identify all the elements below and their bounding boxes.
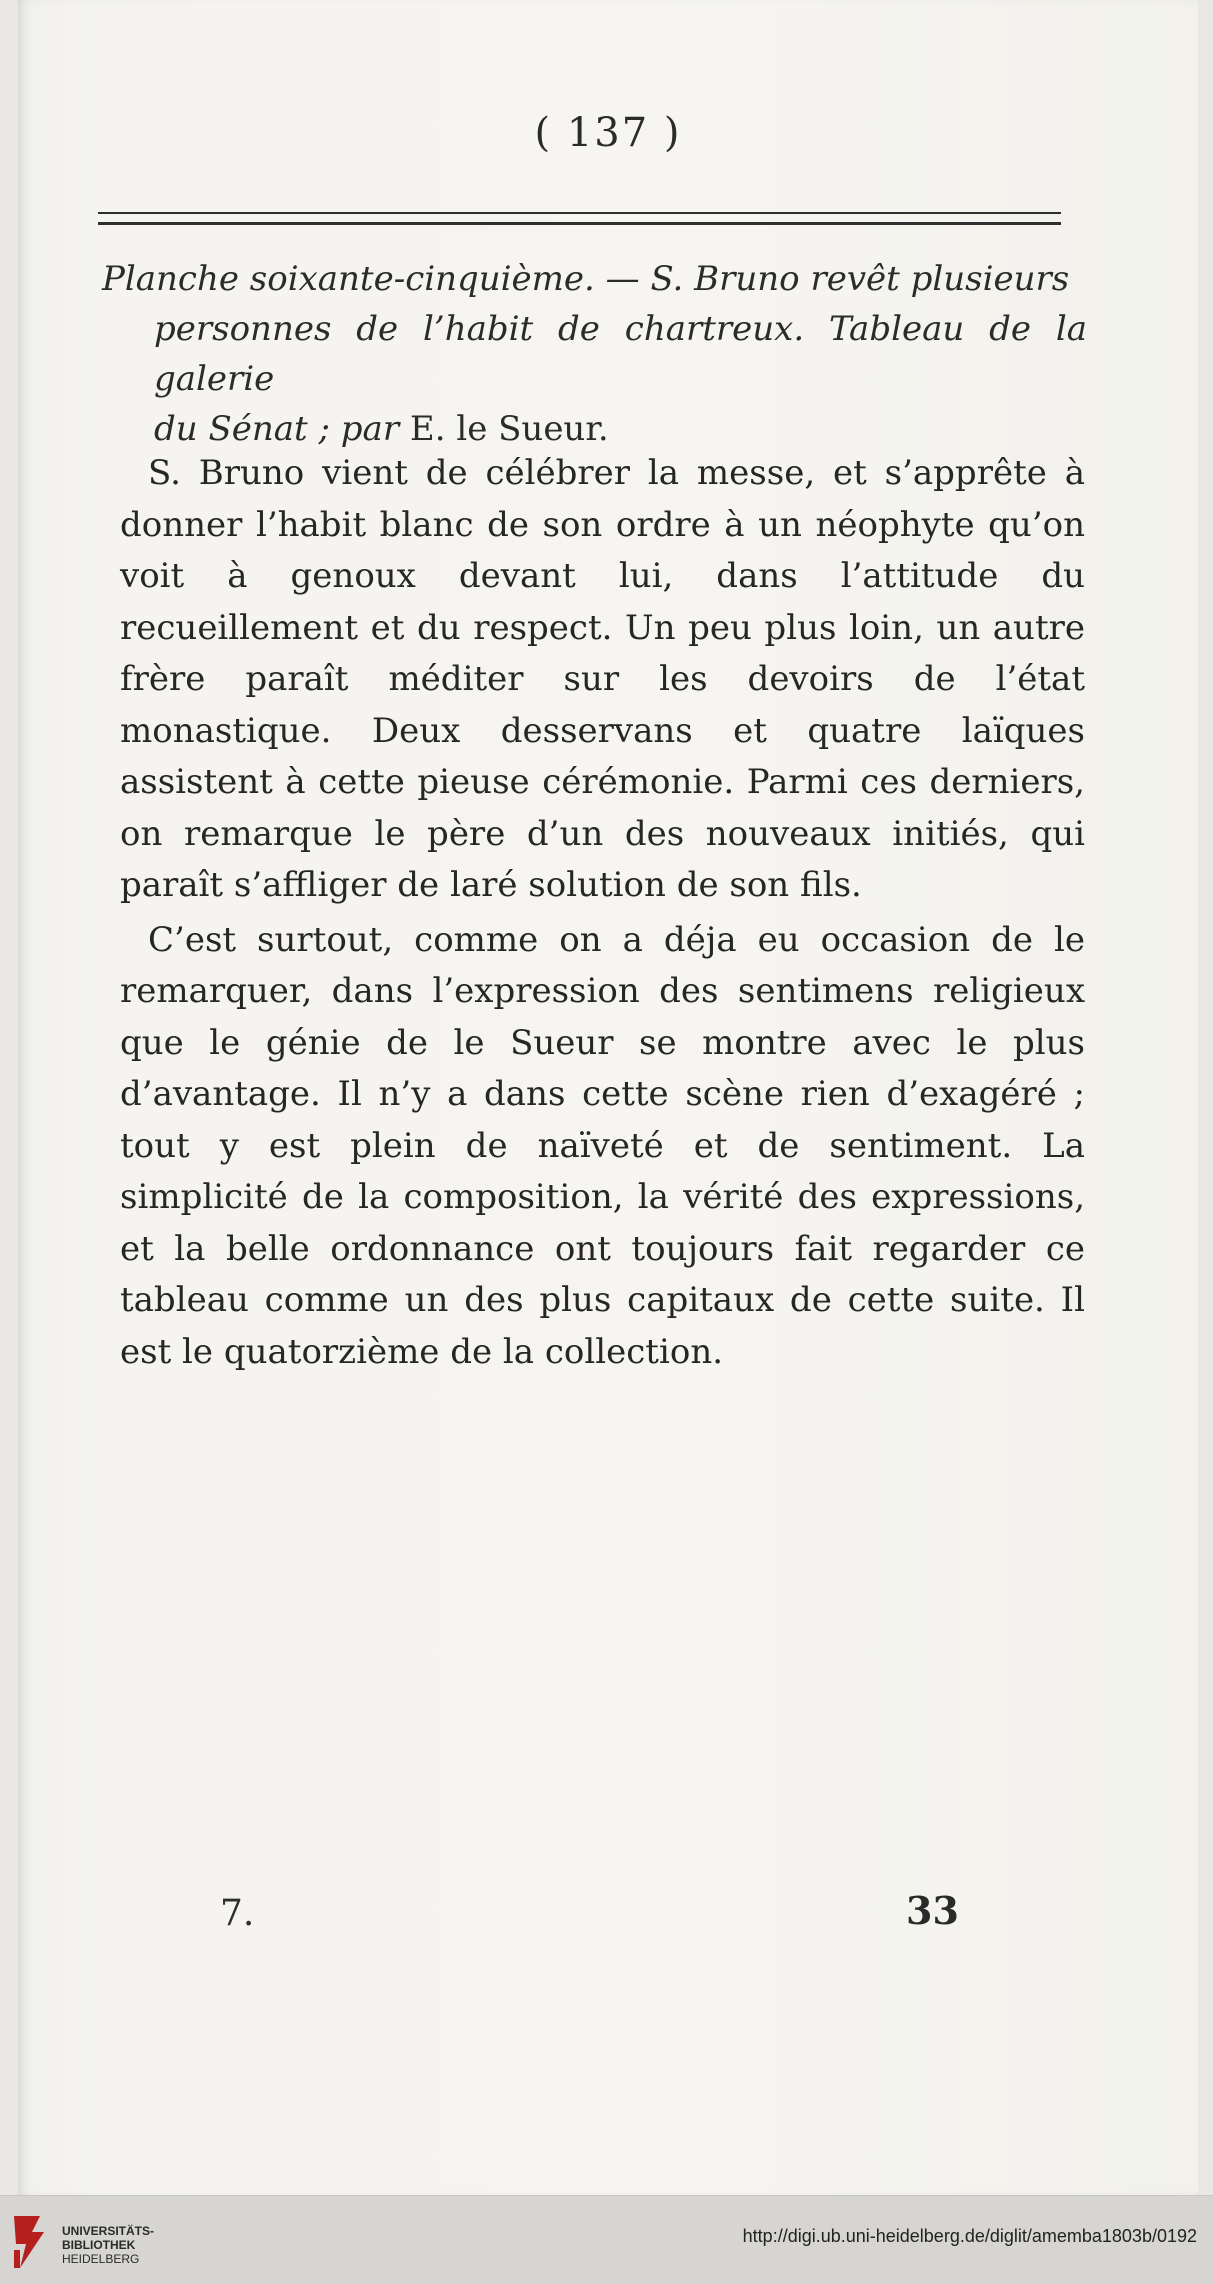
university-library-logo-icon [10,2210,50,2274]
header-rule-thin [98,212,1061,214]
body-text [120,448,1085,1378]
header-rule-thick [98,222,1061,225]
library-name [62,2224,154,2266]
paragraph-1: S. Bruno vient de célébrer la messe, et s’apprête à donner l’habit blanc de son ordre à un néophyte qu’on voit à genoux devant lui, dans l’attitude du recueillement et du respect. Un peu plus loin, un autre frère paraît méditer sur les devoirs de l’état monastique. Deux desservans et quatre laïques assistent à cette pieuse cérémonie. Parmi ces derniers, on remarque le père d’un des nouveaux initiés, qui paraît s’affliger de laré solution de son fils. [120,453,1085,905]
caption-line-3-italic: du Sénat ; par [154,409,400,449]
caption-line-2: personnes de l’habit de chartreux. Tableau de la galerie [154,309,1087,399]
library-name-line-1: UNIVERSITÄTS- [62,2224,155,2238]
source-url[interactable]: http://digi.ub.uni-heidelberg.de/diglit/amemba1803b/0192 [742,2226,1197,2246]
footer-bar [0,2195,1213,2284]
caption-line-3 [102,404,1087,454]
page-number: ( 137 ) [534,110,682,156]
library-name-line-2: BIBLIOTHEK [62,2238,136,2252]
paragraph-2: C’est surtout, comme on a déja eu occasion de le remarquer, dans l’expression des sentimens religieux que le génie de le Sueur se montre avec le plus d’avantage. Il n’y a dans cette scène rien d’exagéré ; tout y est plein de naïveté et de sentiment. La simplicité de la composition, la vérité des expressions, et la belle ordonnance ont toujours fait regarder ce tableau comme un des plus capitaux de cette suite. Il est le quatorzième de la collection. [120,919,1085,1372]
signature-mark-right: 33 [906,1888,959,1933]
plate-caption [102,254,1087,454]
library-name-line-3: HEIDELBERG [62,2252,140,2266]
signature-mark-left: 7. [220,1893,255,1934]
caption-line-3-upright: E. le Sueur. [399,409,609,449]
caption-line-1: Planche soixante-cinquième. — S. Bruno revêt plusieurs [102,259,1070,299]
book-page [18,0,1198,2195]
